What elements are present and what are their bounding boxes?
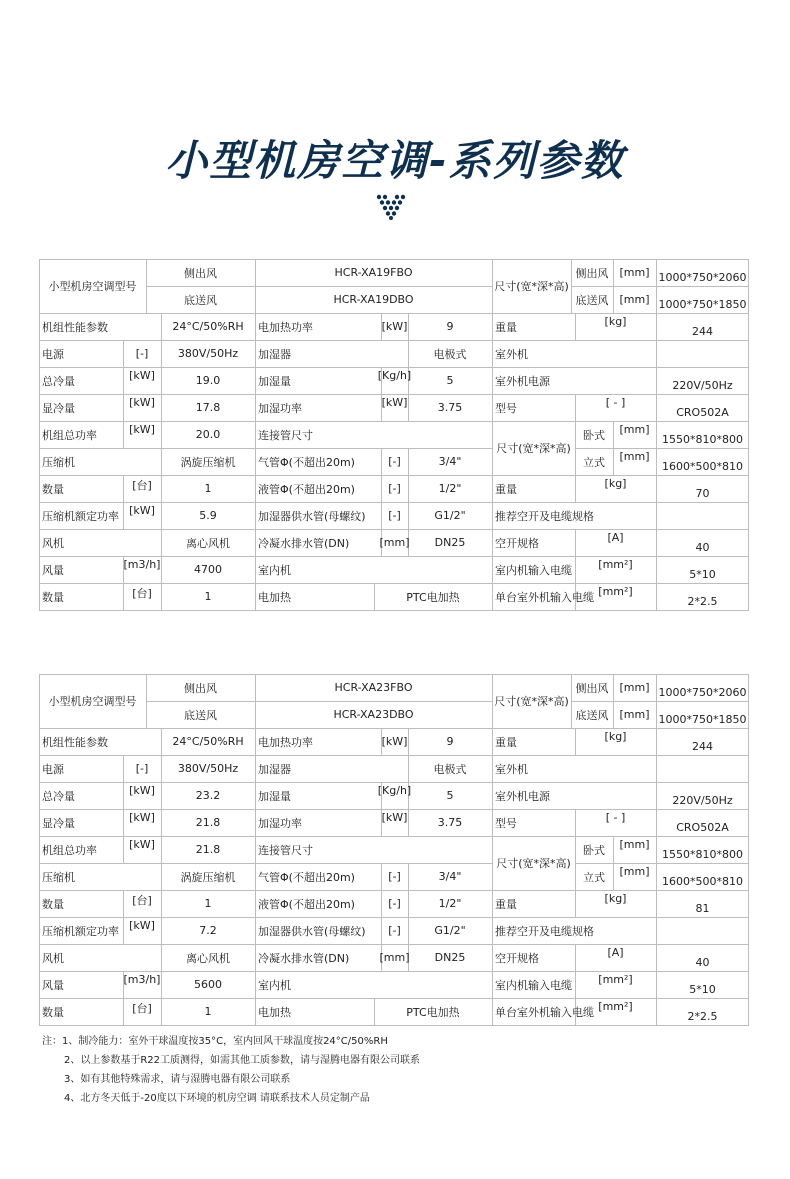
cell-indoor-cable-value: 5*10: [689, 983, 716, 996]
cell-supply-pipe-label: 加湿器供水管(母螺纹): [258, 509, 366, 523]
cell-count-label: 数量: [42, 482, 64, 496]
cell-outdoor-model-unit: [ - ]: [605, 396, 626, 409]
cell-outdoor-model-label: 型号: [495, 816, 517, 830]
cell-outdoor-weight-value: 70: [695, 487, 710, 500]
cell-breaker-unit: [A]: [607, 531, 624, 544]
cell-comp-power-unit: [kW]: [129, 919, 155, 932]
cell-humid-power-value: 3.75: [437, 401, 463, 414]
heart-dots-logo-icon: [376, 194, 406, 220]
cell-humid-amount-label: 加湿量: [258, 374, 291, 388]
cell-power-unit: [-]: [135, 762, 149, 775]
cell-heater-power-unit: [kW]: [381, 735, 408, 748]
cell-indoor-label: 室内机: [258, 563, 291, 577]
cell-fan-count-unit: [台]: [132, 587, 152, 600]
cell-drain-unit: [mm]: [379, 536, 410, 549]
cell-weight-value: 244: [692, 325, 713, 338]
cell-fan-value: 离心风机: [186, 951, 230, 965]
cell-indoor-cable-label: 室内机输入电缆: [495, 978, 572, 992]
cell-total-cool-unit: [kW]: [129, 784, 155, 797]
spec-table-1: [39, 259, 749, 610]
cell-breaker-unit: [A]: [607, 946, 624, 959]
cell-power-value: 380V/50Hz: [177, 762, 239, 775]
cell-sensible-value: 17.8: [195, 401, 221, 414]
cell-liquid-pipe-label: 液管Φ(不超出20m): [258, 897, 355, 911]
cell-airflow-unit: [m3/h]: [123, 973, 161, 986]
cell-liquid-pipe-unit: [-]: [388, 482, 401, 495]
cell-outdoor-model-label: 型号: [495, 401, 517, 415]
cell-total-cool-value: 23.2: [195, 789, 221, 802]
cell-comp-power-value: 7.2: [199, 924, 217, 937]
cell-humid-amount-value: 5: [446, 789, 454, 802]
cell-bottom-label: 底送风: [575, 708, 609, 722]
cell-model-bottom: HCR-XA23DBO: [333, 708, 414, 721]
cell-fan-count-value: 1: [204, 1005, 212, 1018]
cell-outdoor-power-value: 220V/50Hz: [672, 794, 733, 807]
cell-fan-label: 风机: [42, 536, 64, 550]
cell-count-unit: [台]: [132, 479, 152, 492]
cell-weight-label: 重量: [495, 735, 517, 749]
cell-size-label: 尺寸(宽*深*高): [494, 280, 569, 293]
cell-outdoor-weight-unit: [kg]: [604, 477, 627, 490]
cell-outdoor-label: 室外机: [495, 762, 528, 776]
cell-fan-count-label: 数量: [42, 1005, 64, 1019]
cell-unit-power-value: 20.0: [195, 428, 221, 441]
cell-drain-unit: [mm]: [379, 951, 410, 964]
cell-outdoor-label: 室外机: [495, 347, 528, 361]
cell-bottom-label: 底送风: [575, 293, 609, 307]
cell-perf-value: 24°C/50%RH: [172, 320, 244, 333]
cell-side-label: 侧出风: [184, 681, 217, 695]
cell-horizontal-label: 卧式: [583, 843, 605, 857]
cell-humid-amount-unit: [Kg/h]: [377, 369, 412, 382]
cell-vertical-value: 1600*500*810: [662, 875, 743, 888]
cell-count-unit: [台]: [132, 894, 152, 907]
cell-airflow-value: 5600: [194, 978, 222, 991]
cell-fan-value: 离心风机: [186, 536, 230, 550]
cell-size-side: 1000*750*2060: [658, 686, 747, 699]
cell-supply-pipe-label: 加湿器供水管(母螺纹): [258, 924, 366, 938]
cell-outdoor-power-label: 室外机电源: [495, 374, 550, 388]
footnotes: [42, 1032, 420, 1108]
cell-bottom-label: 底送风: [184, 708, 217, 722]
note-4: 4、北方冬天低于-20度以下环境的机房空调 请联系技术人员定制产品: [64, 1093, 370, 1104]
note-1: 注：1、制冷能力：室外干球温度按35°C，室内回风干球温度按24°C/50%RH: [42, 1036, 388, 1047]
cell-total-cool-label: 总冷量: [42, 789, 75, 803]
cell-weight-label: 重量: [495, 320, 517, 334]
cell-bottom-label: 底送风: [184, 293, 217, 307]
note-3: 3、如有其他特殊需求，请与湿腾电器有限公司联系: [64, 1074, 291, 1085]
cell-pipe-label: 连接管尺寸: [258, 428, 313, 442]
cell-humid-amount-unit: [Kg/h]: [377, 784, 412, 797]
cell-gas-pipe-unit: [-]: [388, 455, 401, 468]
cell-unit-mm: [mm]: [619, 681, 650, 694]
cell-e-heater-label: 电加热: [258, 1005, 291, 1019]
cell-perf-label: 机组性能参数: [42, 735, 108, 749]
cell-breaker-cable-label: 推荐空开及电缆规格: [495, 509, 594, 523]
cell-gas-pipe-unit: [-]: [388, 870, 401, 883]
cell-humid-power-label: 加湿功率: [258, 401, 302, 415]
cell-heater-power-value: 9: [446, 320, 454, 333]
cell-sensible-label: 显冷量: [42, 816, 75, 830]
cell-comp-power-value: 5.9: [199, 509, 217, 522]
cell-fan-label: 风机: [42, 951, 64, 965]
cell-airflow-label: 风量: [42, 978, 64, 992]
cell-size-side: 1000*750*2060: [658, 271, 747, 284]
cell-supply-pipe-value: G1/2": [434, 924, 466, 937]
cell-breaker-label: 空开规格: [495, 951, 539, 965]
cell-supply-pipe-unit: [-]: [388, 509, 401, 522]
cell-fan-count-unit: [台]: [132, 1002, 152, 1015]
cell-horizontal-value: 1550*810*800: [662, 433, 743, 446]
cell-humidifier-label: 加湿器: [258, 762, 291, 776]
cell-model-bottom: HCR-XA19DBO: [333, 293, 414, 306]
cell-power-label: 电源: [42, 762, 64, 776]
cell-outdoor-power-label: 室外机电源: [495, 789, 550, 803]
cell-fan-count-label: 数量: [42, 590, 64, 604]
cell-outdoor-weight-unit: [kg]: [604, 892, 627, 905]
cell-unit-mm: [mm]: [619, 266, 650, 279]
cell-humid-power-value: 3.75: [437, 816, 463, 829]
cell-sensible-unit: [kW]: [129, 396, 155, 409]
cell-outdoor-weight-label: 重量: [495, 897, 517, 911]
cell-total-cool-unit: [kW]: [129, 369, 155, 382]
cell-model-label: 小型机房空调型号: [48, 695, 137, 708]
cell-count-label: 数量: [42, 897, 64, 911]
cell-gas-pipe-value: 3/4": [438, 455, 462, 468]
cell-size-label: 尺寸(宽*深*高): [494, 695, 569, 708]
cell-e-heater-value: PTC电加热: [406, 1005, 460, 1019]
cell-comp-power-label: 压缩机额定功率: [42, 509, 119, 523]
page-title: 小型机房空调-系列参数: [165, 136, 625, 185]
cell-liquid-pipe-label: 液管Φ(不超出20m): [258, 482, 355, 496]
cell-heater-power-unit: [kW]: [381, 320, 408, 333]
cell-vertical-label: 立式: [583, 455, 605, 469]
cell-vertical-label: 立式: [583, 870, 605, 884]
cell-humidifier-value: 电极式: [433, 762, 467, 776]
cell-single-cable-unit: [mm²]: [598, 585, 633, 598]
cell-drain-label: 冷凝水排水管(DN): [258, 951, 350, 965]
cell-unit-mm: [mm]: [619, 838, 650, 851]
cell-unit-mm: [mm]: [619, 293, 650, 306]
cell-power-label: 电源: [42, 347, 64, 361]
cell-drain-value: DN25: [434, 536, 466, 549]
cell-count-value: 1: [204, 482, 212, 495]
note-2: 2、以上参数基于R22工质测得，如需其他工质参数，请与湿腾电器有限公司联系: [64, 1055, 421, 1066]
cell-liquid-pipe-value: 1/2": [438, 897, 462, 910]
cell-count-value: 1: [204, 897, 212, 910]
cell-outdoor-model-value: CRO502A: [676, 821, 729, 834]
cell-indoor-cable-label: 室内机输入电缆: [495, 563, 572, 577]
cell-humidifier-value: 电极式: [433, 347, 467, 361]
cell-weight-unit: [kg]: [604, 730, 627, 743]
cell-compressor-label: 压缩机: [42, 455, 75, 469]
cell-model-side: HCR-XA23FBO: [334, 681, 413, 694]
cell-gas-pipe-label: 气管Φ(不超出20m): [258, 870, 355, 884]
cell-outdoor-model-unit: [ - ]: [605, 811, 626, 824]
cell-humid-power-label: 加湿功率: [258, 816, 302, 830]
cell-single-cable-label: 单台室外机输入电缆: [495, 590, 594, 604]
cell-single-cable-unit: [mm²]: [598, 1000, 633, 1013]
cell-supply-pipe-value: G1/2": [434, 509, 466, 522]
cell-humid-amount-value: 5: [446, 374, 454, 387]
cell-weight-value: 244: [692, 740, 713, 753]
cell-indoor-cable-unit: [mm²]: [598, 973, 633, 986]
cell-unit-power-unit: [kW]: [129, 838, 155, 851]
cell-sensible-value: 21.8: [195, 816, 221, 829]
cell-airflow-value: 4700: [194, 563, 222, 576]
cell-heater-power-label: 电加热功率: [258, 735, 313, 749]
cell-size-bottom: 1000*750*1850: [658, 298, 747, 311]
cell-perf-label: 机组性能参数: [42, 320, 108, 334]
cell-humid-amount-label: 加湿量: [258, 789, 291, 803]
cell-unit-power-label: 机组总功率: [42, 843, 97, 857]
cell-side-label: 侧出风: [575, 681, 609, 695]
cell-breaker-value: 40: [695, 541, 710, 554]
cell-single-cable-value: 2*2.5: [687, 1010, 718, 1023]
cell-outdoor-weight-value: 81: [695, 902, 710, 915]
cell-pipe-label: 连接管尺寸: [258, 843, 313, 857]
cell-heater-power-value: 9: [446, 735, 454, 748]
cell-single-cable-value: 2*2.5: [687, 595, 718, 608]
cell-comp-power-label: 压缩机额定功率: [42, 924, 119, 938]
cell-comp-power-unit: [kW]: [129, 504, 155, 517]
cell-size-bottom: 1000*750*1850: [658, 713, 747, 726]
cell-drain-label: 冷凝水排水管(DN): [258, 536, 350, 550]
cell-weight-unit: [kg]: [604, 315, 627, 328]
cell-compressor-value: 涡旋压缩机: [180, 870, 236, 884]
cell-unit-mm: [mm]: [619, 708, 650, 721]
cell-airflow-label: 风量: [42, 563, 64, 577]
cell-gas-pipe-label: 气管Φ(不超出20m): [258, 455, 355, 469]
cell-humid-power-unit: [kW]: [381, 396, 408, 409]
cell-unit-power-unit: [kW]: [129, 423, 155, 436]
cell-unit-power-label: 机组总功率: [42, 428, 97, 442]
cell-supply-pipe-unit: [-]: [388, 924, 401, 937]
cell-e-heater-value: PTC电加热: [406, 590, 460, 604]
cell-sensible-unit: [kW]: [129, 811, 155, 824]
cell-horizontal-value: 1550*810*800: [662, 848, 743, 861]
cell-horizontal-label: 卧式: [583, 428, 605, 442]
cell-model-label: 小型机房空调型号: [48, 280, 137, 293]
cell-indoor-cable-unit: [mm²]: [598, 558, 633, 571]
spec-table-2: [39, 674, 749, 1025]
cell-e-heater-label: 电加热: [258, 590, 291, 604]
cell-outdoor-weight-label: 重量: [495, 482, 517, 496]
cell-outdoor-model-value: CRO502A: [676, 406, 729, 419]
cell-unit-power-value: 21.8: [195, 843, 221, 856]
cell-total-cool-value: 19.0: [195, 374, 221, 387]
cell-power-unit: [-]: [135, 347, 149, 360]
cell-outdoor-power-value: 220V/50Hz: [672, 379, 733, 392]
cell-single-cable-label: 单台室外机输入电缆: [495, 1005, 594, 1019]
cell-unit-mm: [mm]: [619, 450, 650, 463]
cell-compressor-label: 压缩机: [42, 870, 75, 884]
cell-model-side: HCR-XA19FBO: [334, 266, 413, 279]
cell-outdoor-size-label: 尺寸(宽*深*高): [496, 442, 571, 455]
cell-indoor-label: 室内机: [258, 978, 291, 992]
cell-indoor-cable-value: 5*10: [689, 568, 716, 581]
cell-outdoor-size-label: 尺寸(宽*深*高): [496, 857, 571, 870]
cell-sensible-label: 显冷量: [42, 401, 75, 415]
cell-perf-value: 24°C/50%RH: [172, 735, 244, 748]
cell-unit-mm: [mm]: [619, 865, 650, 878]
cell-gas-pipe-value: 3/4": [438, 870, 462, 883]
cell-humidifier-label: 加湿器: [258, 347, 291, 361]
cell-vertical-value: 1600*500*810: [662, 460, 743, 473]
cell-drain-value: DN25: [434, 951, 466, 964]
cell-humid-power-unit: [kW]: [381, 811, 408, 824]
cell-power-value: 380V/50Hz: [177, 347, 239, 360]
cell-breaker-cable-label: 推荐空开及电缆规格: [495, 924, 594, 938]
cell-liquid-pipe-value: 1/2": [438, 482, 462, 495]
cell-heater-power-label: 电加热功率: [258, 320, 313, 334]
cell-side-label: 侧出风: [184, 266, 217, 280]
cell-unit-mm: [mm]: [619, 423, 650, 436]
cell-airflow-unit: [m3/h]: [123, 558, 161, 571]
cell-fan-count-value: 1: [204, 590, 212, 603]
cell-breaker-label: 空开规格: [495, 536, 539, 550]
cell-compressor-value: 涡旋压缩机: [180, 455, 236, 469]
cell-breaker-value: 40: [695, 956, 710, 969]
cell-side-label: 侧出风: [575, 266, 609, 280]
cell-liquid-pipe-unit: [-]: [388, 897, 401, 910]
cell-total-cool-label: 总冷量: [42, 374, 75, 388]
